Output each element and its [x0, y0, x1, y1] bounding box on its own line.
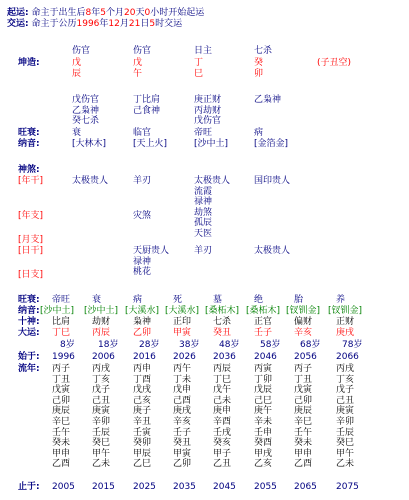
- liunian-item: 辛巳: [294, 416, 313, 427]
- canggan-item: 癸七杀: [72, 116, 100, 127]
- liunian-item: 乙卯: [173, 459, 192, 470]
- dayun-age: 58岁: [260, 340, 281, 350]
- dayun-end-year: 2065: [294, 482, 317, 492]
- dayun-age: 38岁: [179, 340, 200, 350]
- liunian-item: 己卯: [52, 395, 71, 406]
- liunian-item: 庚午: [254, 406, 273, 417]
- qiyun-years-unit: 年: [91, 8, 101, 18]
- canggan-item: 戊伤官: [72, 95, 100, 105]
- shensha-niangan-col2: [133, 176, 151, 187]
- canggan-item: 戊伤官: [194, 116, 222, 127]
- nayin-label: 纳音:: [18, 139, 40, 149]
- liunian-item: 甲子: [213, 448, 232, 459]
- liunian-item: 丁未: [173, 374, 192, 385]
- dayun-ganzhi: 丁巳: [52, 328, 71, 338]
- shensha-item: 太极贵人: [72, 176, 109, 186]
- pillar-tiangan: 癸: [254, 58, 264, 68]
- liunian-item: 辛丑: [133, 416, 152, 427]
- liunian-item: 丙寅: [254, 364, 273, 374]
- shensha-label-nianzhi: [年支]: [18, 211, 44, 221]
- shensha-item: 天医: [194, 228, 213, 239]
- liunian-item: 甲申: [52, 448, 71, 459]
- shensha-item: 国印贵人: [254, 176, 291, 186]
- dayun-wangshuai: 死: [173, 295, 183, 305]
- dayun-ganzhi: 丙辰: [92, 328, 111, 338]
- jiaoyun-year: 1996: [76, 19, 100, 29]
- dayun-start-year: 2026: [173, 352, 196, 362]
- dayun-ganzhi: 庚戌: [336, 328, 355, 338]
- liunian-item: 己酉: [173, 395, 192, 406]
- canggan-year: [72, 95, 99, 127]
- jiaoyun-day-unit: 日: [140, 19, 150, 29]
- wangshuai-label: 旺衰:: [18, 128, 40, 138]
- dayun-end-year: 2035: [173, 482, 196, 492]
- liunian-item: 庚寅: [92, 406, 111, 417]
- dayun-age: 28岁: [139, 340, 160, 350]
- liunian-item: 辛卯: [336, 416, 355, 427]
- dayun-start-year: 2016: [133, 352, 156, 362]
- liunian-item: 癸亥: [213, 438, 232, 449]
- liunian-item: 辛巳: [52, 416, 71, 427]
- pillar-dizhi: 巳: [194, 69, 204, 79]
- dayun-ganzhi: 辛亥: [294, 328, 313, 338]
- dayun-end-year: 2025: [133, 482, 156, 492]
- shensha-niangan-col3: [194, 176, 230, 240]
- shensha-niangan-col4: [254, 176, 290, 187]
- liunian-item: 庚辰: [294, 406, 313, 417]
- liunian-item: 丁丑: [294, 374, 313, 385]
- canggan-month: [133, 95, 160, 116]
- liunian-item: 癸巳: [336, 438, 355, 449]
- dayun-ganzhi: 壬子: [254, 328, 273, 338]
- liunian-item: 壬午: [294, 427, 313, 438]
- dayun-end-label: 止于:: [18, 482, 40, 492]
- liunian-item: 己亥: [133, 395, 152, 406]
- qiyun-days-unit: 天: [135, 8, 145, 18]
- dayun-nayin: [钗钏金]: [328, 306, 363, 316]
- liunian-item: 戊寅: [52, 385, 71, 396]
- qiyun-years: 8: [85, 8, 92, 18]
- liunian-item: 丙申: [133, 364, 152, 374]
- dayun-start-label: 始于:: [18, 352, 40, 362]
- dayun-wangshuai: 病: [133, 295, 143, 305]
- dayun-age: 18岁: [98, 340, 119, 350]
- kongwang: (子丑空): [317, 58, 352, 68]
- dayun-wangshuai: 墓: [213, 295, 223, 305]
- dayun-end-year: 2075: [336, 482, 359, 492]
- shensha-item: 孤辰: [194, 218, 213, 229]
- jiaoyun-year-unit: 年: [99, 19, 109, 29]
- qiyun-days: 20: [124, 8, 136, 18]
- liunian-item: 庚子: [133, 406, 152, 417]
- liunian-item: 癸巳: [92, 438, 111, 449]
- liunian-list: [254, 364, 272, 470]
- liunian-list: [213, 364, 231, 470]
- liunian-item: 甲寅: [173, 448, 192, 459]
- liunian-item: 甲午: [92, 448, 111, 459]
- liunian-item: 乙未: [336, 459, 355, 470]
- shensha-nianzhi-item: 灾煞: [133, 211, 152, 221]
- dayun-end-year: 2045: [213, 482, 236, 492]
- canggan-item: 己食神: [133, 105, 161, 116]
- nayin-hour: [金箔金]: [254, 139, 289, 149]
- liunian-item: 庚辰: [52, 406, 71, 417]
- pillar-dizhi: 辰: [72, 69, 82, 79]
- shensha-rigan-col2: [133, 246, 169, 278]
- canggan-item: 庚正财: [194, 95, 222, 105]
- liunian-item: 己未: [213, 395, 232, 406]
- liunian-item: 癸丑: [173, 438, 192, 449]
- canggan-hour: [254, 95, 281, 106]
- shensha-rigan-col4: 太极贵人: [254, 246, 291, 256]
- liunian-item: 甲午: [336, 448, 355, 459]
- shensha-item: 羊刃: [133, 176, 152, 186]
- shensha-item: 天厨贵人: [133, 246, 170, 256]
- qiyun-hours: 0: [144, 8, 151, 18]
- liunian-item: 戊辰: [254, 385, 273, 396]
- wangshuai-year: 衰: [72, 128, 82, 138]
- liunian-item: 戊子: [92, 385, 111, 396]
- shensha-title: 神煞:: [18, 165, 40, 175]
- qiyun-label: 起运:: [7, 8, 29, 18]
- dayun-wangshuai: 衰: [92, 295, 102, 305]
- liunian-item: 己丑: [92, 395, 111, 406]
- liunian-item: 辛酉: [213, 416, 232, 427]
- liunian-item: 戊寅: [294, 385, 313, 396]
- dayun-start-year: 2036: [213, 352, 236, 362]
- liunian-item: 甲戌: [254, 448, 273, 459]
- liunian-item: 乙未: [92, 459, 111, 470]
- dayun-shishen-label: 十神:: [18, 317, 40, 327]
- nayin-day: [沙中土]: [194, 139, 229, 149]
- dayun-wangshuai-label: 旺衰:: [18, 295, 40, 305]
- liunian-item: 乙亥: [254, 459, 273, 470]
- qiyun-months: 5: [100, 8, 106, 18]
- pillar-shishen: 日主: [194, 46, 213, 56]
- shensha-rigan-col3: 羊刃: [194, 246, 213, 256]
- canggan-item: 乙枭神: [254, 95, 282, 105]
- shensha-item: 流霞: [194, 186, 213, 197]
- shensha-item: 桃花: [133, 267, 152, 278]
- liunian-item: 丙午: [173, 364, 192, 374]
- dayun-label: 大运:: [18, 328, 40, 338]
- liunian-item: 辛亥: [173, 416, 192, 427]
- dayun-shishen: 比肩: [52, 317, 71, 327]
- liunian-item: 癸未: [52, 438, 71, 449]
- jiaoyun-month-unit: 月: [119, 19, 129, 29]
- nayin-month: [天上火]: [133, 139, 168, 149]
- shensha-item: 太极贵人: [194, 176, 231, 186]
- dayun-shishen: 枭神: [133, 317, 152, 327]
- dayun-wangshuai: 胎: [294, 295, 304, 305]
- shensha-label-niangan: [年干]: [18, 176, 44, 186]
- dayun-start-year: 2056: [294, 352, 317, 362]
- liunian-item: 己卯: [294, 395, 313, 406]
- liunian-list: [294, 364, 312, 470]
- jiaoyun-label: 交运:: [7, 19, 29, 29]
- dayun-start-year: 1996: [52, 352, 75, 362]
- liunian-item: 壬戌: [213, 427, 232, 438]
- liunian-list: [336, 364, 354, 470]
- dayun-start-year: 2066: [336, 352, 359, 362]
- dayun-start-year: 2006: [92, 352, 115, 362]
- dayun-shishen: 正官: [254, 317, 273, 327]
- dayun-shishen: 偏财: [294, 317, 313, 327]
- qiyun-line: [7, 8, 204, 18]
- jiaoyun-hour: 5: [149, 19, 156, 29]
- dayun-wangshuai: 绝: [254, 295, 264, 305]
- pillar-shishen: 伤官: [72, 46, 91, 56]
- dayun-age: 78岁: [342, 340, 363, 350]
- liunian-item: 丙辰: [213, 364, 232, 374]
- nayin-year: [大林木]: [72, 139, 107, 149]
- dayun-nayin: [大溪水]: [165, 306, 200, 316]
- qiyun-post: 小时开始起运: [150, 8, 205, 18]
- shensha-niangan-col1: [72, 176, 108, 187]
- liunian-item: 戊子: [336, 385, 355, 396]
- liunian-item: 乙酉: [52, 459, 71, 470]
- dayun-shishen: 劫财: [92, 317, 111, 327]
- liunian-item: 乙丑: [213, 459, 232, 470]
- jiaoyun-month: 12: [108, 19, 120, 29]
- dayun-wangshuai: 帝旺: [52, 295, 71, 305]
- liunian-item: 庚申: [213, 406, 232, 417]
- pillar-shishen: 伤官: [133, 46, 152, 56]
- canggan-item: 乙枭神: [72, 105, 100, 116]
- liunian-item: 乙巳: [133, 459, 152, 470]
- dayun-end-year: 2005: [52, 482, 75, 492]
- dayun-shishen: 正财: [336, 317, 355, 327]
- pillar-tiangan: 戊: [133, 58, 143, 68]
- dayun-age: 68岁: [300, 340, 321, 350]
- dayun-nayin: [沙中土]: [40, 306, 75, 316]
- liunian-item: 壬寅: [133, 427, 152, 438]
- liunian-item: 丙戌: [336, 364, 355, 374]
- liunian-item: 壬申: [254, 427, 273, 438]
- canggan-item: 丙劫财: [194, 105, 222, 116]
- dayun-shishen: 正印: [173, 317, 192, 327]
- liunian-list: [133, 364, 151, 470]
- liunian-item: 丁酉: [133, 374, 152, 385]
- dayun-end-year: 2015: [92, 482, 115, 492]
- liunian-item: 丙子: [52, 364, 71, 374]
- liunian-item: 丙戌: [92, 364, 111, 374]
- jiaoyun-line: [7, 19, 182, 29]
- dayun-nayin: [钗钏金]: [286, 306, 321, 316]
- wangshuai-hour: 病: [254, 128, 264, 138]
- qiyun-pre: 命主于出生后: [31, 8, 86, 18]
- pillar-tiangan: 丁: [194, 58, 204, 68]
- dayun-ganzhi: 乙卯: [133, 328, 152, 338]
- wangshuai-day: 帝旺: [194, 128, 213, 138]
- liunian-item: 丁巳: [213, 374, 232, 385]
- liunian-item: 己巳: [254, 395, 273, 406]
- liunian-item: 戊戌: [133, 385, 152, 396]
- dayun-age: 8岁: [60, 340, 75, 350]
- dayun-ganzhi: 甲寅: [173, 328, 192, 338]
- liunian-item: 壬午: [52, 427, 71, 438]
- jiaoyun-post: 时交运: [155, 19, 183, 29]
- qiyun-months-unit: 个月: [105, 8, 124, 18]
- liunian-item: 丁卯: [254, 374, 273, 385]
- dayun-age: 48岁: [219, 340, 240, 350]
- liunian-item: 甲申: [294, 448, 313, 459]
- dayun-nayin: [桑柘木]: [246, 306, 281, 316]
- pillar-tiangan: 戊: [72, 58, 82, 68]
- liunian-item: 庚寅: [336, 406, 355, 417]
- liunian-list: [52, 364, 70, 470]
- liunian-item: 辛未: [254, 416, 273, 427]
- liunian-item: 戊午: [213, 385, 232, 396]
- dayun-end-year: 2055: [254, 482, 277, 492]
- wangshuai-month: 临官: [133, 128, 152, 138]
- dayun-nayin: [大溪水]: [125, 306, 160, 316]
- liunian-item: 丙子: [294, 364, 313, 374]
- liunian-item: 辛卯: [92, 416, 111, 427]
- canggan-item: 丁比肩: [133, 95, 161, 105]
- liunian-item: 壬辰: [92, 427, 111, 438]
- dayun-nayin: [沙中土]: [84, 306, 119, 316]
- liunian-item: 戊申: [173, 385, 192, 396]
- liunian-item: 己丑: [336, 395, 355, 406]
- shensha-item: 劫煞: [194, 207, 213, 218]
- liunian-list: [173, 364, 191, 470]
- shensha-label-rigan: [日干]: [18, 246, 44, 256]
- liunian-item: 丁丑: [52, 374, 71, 385]
- canggan-day: [194, 95, 221, 127]
- dayun-start-year: 2046: [254, 352, 277, 362]
- liunian-item: 壬子: [173, 427, 192, 438]
- dayun-ganzhi: 癸丑: [213, 328, 232, 338]
- liunian-item: 乙酉: [294, 459, 313, 470]
- liunian-item: 癸未: [294, 438, 313, 449]
- shensha-label-rizhi: [日支]: [18, 270, 44, 280]
- liunian-item: 癸卯: [133, 438, 152, 449]
- liunian-label: 流年:: [18, 364, 40, 374]
- liunian-item: 癸酉: [254, 438, 273, 449]
- jiaoyun-day: 21: [128, 19, 141, 29]
- dayun-nayin: [桑柘木]: [205, 306, 240, 316]
- shensha-item: 禄神: [194, 197, 213, 208]
- dayun-nayin-label: 纳音:: [18, 306, 40, 316]
- qiankun-label: 坤造:: [18, 58, 40, 68]
- jiaoyun-pre: 命主于公历: [31, 19, 77, 29]
- shensha-label-yuezhi: [月支]: [18, 235, 44, 245]
- pillar-shishen: 七杀: [254, 46, 273, 56]
- shensha-item: 禄神: [133, 256, 152, 267]
- liunian-list: [92, 364, 110, 470]
- liunian-item: 壬辰: [336, 427, 355, 438]
- pillar-dizhi: 卯: [254, 69, 264, 79]
- dayun-shishen: 七杀: [213, 317, 232, 327]
- liunian-item: 甲辰: [133, 448, 152, 459]
- liunian-item: 丁亥: [336, 374, 355, 385]
- pillar-dizhi: 午: [133, 69, 143, 79]
- liunian-item: 丁亥: [92, 374, 111, 385]
- liunian-item: 庚戌: [173, 406, 192, 417]
- dayun-wangshuai: 养: [336, 295, 346, 305]
